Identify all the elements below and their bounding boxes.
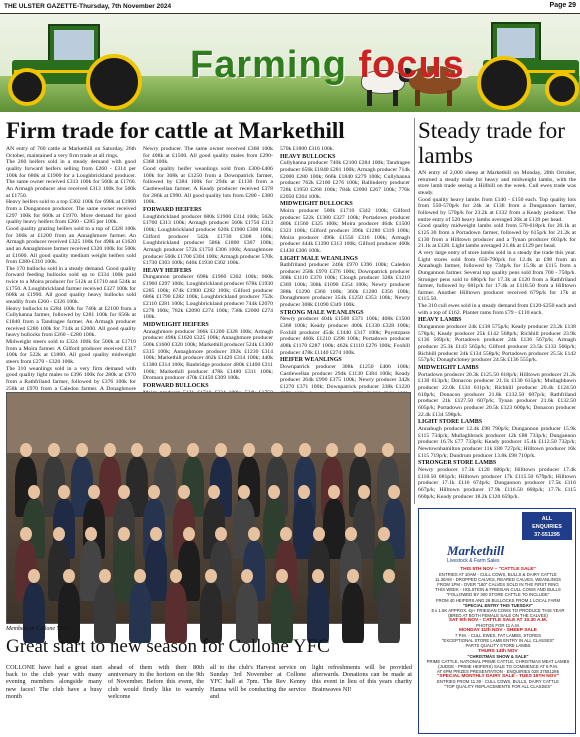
sub-heading: HEAVY LAMBS — [418, 317, 462, 324]
group-member-head — [88, 485, 100, 499]
advert-line: AT 6PM PRIZES PRESENTATION · ENQUIRIES 028 37551295 — [437, 668, 559, 674]
main-story-column-3 — [280, 146, 410, 390]
advert-line: "FOLLOWED BY 300 STORE CATTLE TO INCLUDE" — [446, 592, 550, 598]
advert-line: MONDAY 11th NOV - SHEEP SALE — [458, 628, 537, 634]
group-member-figure — [23, 583, 45, 643]
group-member-head — [378, 527, 390, 541]
group-member-head — [312, 569, 324, 583]
paragraph: Rathfriland producer 246k £970 £396 100k; Caledon producer 258k £970 £376 100k; Downpatrick producer 308k £1110 £370 100k; Clough producer 328k £1210 £369 100k; 308k £1090 £354 100k; Newry producer 388k £1290 £360 100k; 360k £1280 £356 100k; Donaghmore producer 354k £1250 £353 100k; Newry producer 308k £1090 £349 100k. — [280, 262, 410, 309]
advert-line: 11.30AM - DROPPED CALVES, REARED CALVES, WEANLINGS — [434, 577, 562, 583]
paragraph: Loughbrickland producer 680k £1900 £314 100k; 562k £1760 £313 100k; Armagh producer 560k £1750 £313 100k; Loughbrickland producer 620k £1900 £308 100k; Gilford producer 542k £1730 £308 100k; Loughbrickland producer 586k £1800 £307 100k; Armagh producer 572k £1750 £306 100k; Annaghmore producer 560k £1700 £304 100k; Armagh producer 570k £1730 £303 100k; 646k £1930 £302 100k. — [143, 213, 273, 267]
lambs-story-column — [418, 170, 576, 504]
paragraph: Moira producer 500k £1710 £342 100k; Gilford producer 522k £1380 £327 100k; Portadown producer 480k £1560 £325 100k; Moira producer 464k £1500 £323 100k; Gilford producer 396k £1280 £319 100k; Moira producer 496k £1550 £316 100k; Armagh producer 444k £1390 £313 100k; Gilford producer 460k £1430 £306 100k. — [280, 207, 410, 254]
group-member-head — [118, 527, 130, 541]
group-member-head — [183, 527, 195, 541]
sub-heading: HEIFER WEANLINGS — [280, 357, 342, 364]
paragraph: Good quality heifer weanlings sold from £300-£406 100k for 308k at £1250 from a Downpatrick farmer, followed by £384 100k for 294k at £1130 from a Castlewellan farmer. A Keady producer received £378 for 286k at £990. All good quality lots from £280 - £380 100k. — [143, 165, 273, 206]
advert-line: "SPECIAL ENTRY THIS TUESDAY" — [462, 602, 534, 608]
group-member-head — [28, 485, 40, 499]
advert-line: (BRED AT BOTH FEMALE SALE ON THE CALVES) — [448, 612, 548, 618]
paragraph: Annaghmore producer 366k £1200 £328 100k; Armagh producer 498k £1620 £325 100k; Annaghmore producer 500k £1600 £320 100k; Markethill producer 524k £1300 £315 100k; Annaghmore producer 392k £1230 £314 100k; Markethill producer 462k £1420 £314 100k; 440k £1380 £314 100k; Banbridge producer 480k £1400 £311 100k; Markethill producer 478k £1480 £311 100k; Dromara producer 470k £1450 £309 100k. — [143, 328, 273, 382]
group-member-head — [248, 527, 260, 541]
paragraph: The 170 bullocks sold in a steady demand. Good quality forward feeding bullocks sold up to £334 100k paid twice to a Moira producer for 512k at £1710 and 524k at £1750. A Loughbrickland farmer received £327 100k for 608k at £1990. All good quality heavy bullocks sold steadily from £260 - £326 100k. — [6, 265, 136, 306]
group-member-head — [345, 527, 357, 541]
markethill-logo: Markethill — [447, 543, 505, 558]
paragraph: Heavy bullocks to £284 100k for 746k at £2100 from a Cullyhanna farmer, followed by £281 100k for 656k at £1840 from a Tandragee farmer. An Armagh producer received £280 100k for 714k at £2000. All good quality heavy bullocks from £260 - £280 100k. — [6, 305, 136, 339]
advert-line: SAT 9th NOV - CATTLE SALE AT 10.30 A.M. — [448, 617, 548, 623]
group-member-figure — [129, 583, 151, 643]
group-member-head — [388, 485, 400, 499]
advert-line: THIS WEEK - HOLSTEIN & FRIESIAN CULL COWS AND BULLS — [435, 587, 561, 593]
sub-heading: MIDWEIGHT LAMBS — [418, 365, 479, 372]
main-story-column-2 — [143, 146, 273, 390]
group-member-head — [170, 569, 182, 583]
group-member-figure — [165, 583, 187, 643]
group-member-figure — [236, 583, 258, 643]
paragraph: The 310 cull ewes sold in a steady demand from £120-£250 each and with a top of £162. Planter rams from £79 - £110 each. — [418, 303, 576, 316]
group-member-head — [85, 527, 97, 541]
group-member-head — [48, 443, 60, 457]
group-member-head — [347, 569, 359, 583]
group-member-head — [238, 485, 250, 499]
paragraph: The 310 weanlings sold in a very firm demand with good quality light males to £396 100k for 280k at £970 from a Rathfriland farmer, followed by £376 100k for 258k at £970 from a Caledon farmer. A Donaghmore — [6, 365, 136, 392]
enquiries-badge — [522, 512, 572, 540]
tractor-right-illustration — [475, 20, 580, 110]
advert-line: ENTRIES AT 10AM - CULL COWS, BULLS & DAIRY CATTLE — [439, 572, 557, 578]
advert-line: "SPECIAL MONTHLY DAIRY SALE - TUES 19TH NOV" — [437, 673, 559, 679]
group-member-head — [354, 443, 366, 457]
advert-line: "EXCEPTIONAL STORE LAMB ENTRY IN ALL CLASSES" — [441, 638, 555, 644]
paragraph: Downpatrick producer 308k £1250 £406 100k; Castlewellan producer 294k £1130 £384 100k; Keady producer 264k £990 £375 100k; Newry producer 342k £1270 £371 100k; Downpatrick producer 338k £1220 — [280, 364, 410, 390]
page-number: Page 29 — [549, 2, 576, 9]
group-member-head — [148, 485, 160, 499]
paragraph: AN entry of 760 cattle at Markethill on Saturday, 26th October, maintained a very firm trade at all rings. — [6, 146, 136, 159]
advert-line: 7 P.M. - CULL EWES, FAT LAMBS, STORES — [455, 633, 541, 639]
group-member-head — [178, 485, 190, 499]
group-member-head — [280, 527, 292, 541]
paragraph: Newry producer 17.3k £120 686p/k; Hilltown producer 17.4k £118.50 681p/k; Hilltown producer 17k £115.50 679p/k; Hilltown producer 17.1k £116 674p/k; Dungannon producer 17.5k £116 667p/k; Hilltown producer 17.9k £116.50 668p/k; 17.7k £115 660p/k; Keady producer 18.2k £120 659p/k. — [418, 466, 576, 500]
group-member-head — [76, 443, 88, 457]
group-member-figure — [94, 583, 116, 643]
paragraph: Cullyhanna producer 740k £2100 £284 100k; Tandragee producer 656k £1840 £281 100k; Armagh producer 714k £2000 £280 100k; 666k £1840 £279 100k; Cullyhanna producer 762k £2100 £276 100k; Ballinderry producer 728k £1950 £268 100k; 784k £2090 £267 100k; 776k £2050 £264 100k. — [280, 160, 410, 200]
collone-yfc-group-photo — [6, 392, 411, 624]
paragraph: Midweight steers sold to £324 100k for 500k at £1710 from a Moira farmer. A Gilford producer received £317 100k for 522k at £1880. All good quality midweight steers from £270 - £320 100k. — [6, 339, 136, 365]
group-member-head — [298, 485, 310, 499]
group-member-head — [271, 443, 283, 457]
yfc-column-1: COLLONE have had a great start back to the club year with many evening members alongside many new faces! The club have a busy month — [6, 664, 102, 700]
badge-line: ENQUIRIES — [532, 524, 562, 530]
group-member-head — [313, 527, 325, 541]
column-divider — [414, 118, 415, 504]
main-headline: Firm trade for cattle at Markethill — [6, 118, 345, 143]
advert-line: FROM 1PM - OVER "180" CALVES SOLD IN THE FIRST RING — [437, 582, 559, 588]
paragraph: Good quality midweight lambs sold from 570-618p/k for 20.1k at £125.30 from a Portadown farmer, followed by 615p/k for 21.2k at £130 from a Hilltown producer and a Tynan producer 603p/k for 21.1k at £128. Light lambs averaged 21.8k at £129 per head. — [418, 223, 576, 250]
group-member-head — [328, 485, 340, 499]
photo-caption: Members of Collone YFC. — [6, 626, 69, 632]
advert-line: PHOTOS FOR 11 A.M. — [476, 623, 520, 629]
group-member-head — [268, 485, 280, 499]
group-member-head — [58, 485, 70, 499]
paragraph: Annahugh producer 12.4k £98 790p/k; Dungannon producer 15.9k £115 734p/k; Mullaghbrack producer 12k £88 733p/k; Dungannon producer 16.7k £77 733p/k; Keady producer 15.4k £112.50 732p/k; Newtownhamilton producer 11k £80 727p/k; Hilltown producer 16k £115 719p/k; Dundrum producer 13.8k £98 710p/k. — [418, 425, 576, 459]
group-member-head — [104, 443, 116, 457]
group-member-head — [383, 569, 395, 583]
paragraph: 570k £1800 £316 100k. — [280, 146, 335, 152]
group-member-figure — [271, 583, 293, 643]
advert-line: 8 x 1.5K APPROX. 6y+ FRIESIAN COWS TO PRODUCE THIS YEAR — [431, 607, 565, 613]
sub-heading: FORWARD HEIFERS — [143, 206, 202, 213]
paragraph: The 260 heifers sold in a steady demand with good quality forward heifers selling from £260 - £314 per 100k for 680k at £1900 for a Loughbrickland producer. The same owner received £313 100k for 560k at £1760. An Armagh producer also received £313 100k for 560k at £1750. — [6, 159, 136, 199]
badge-line: 37-551295 — [534, 532, 560, 538]
group-member-head — [20, 527, 32, 541]
sub-heading: HEAVY BULLOCKS — [280, 153, 336, 160]
section-title-farming: Farming — [190, 44, 347, 86]
markethill-logo-subtitle: Livestock & Farm Sales — [447, 558, 500, 564]
advert-line: (JUDGE - PRIME HEIFERS) SALE TO COMMENCE AT 6 P.M. — [438, 663, 558, 669]
group-member-figure — [200, 583, 222, 643]
group-member-head — [159, 443, 171, 457]
yfc-headline: Great start to new season for Collone YFC — [6, 636, 330, 657]
yfc-column-3: all to the club's Harvest service on Sunday 3rd November at Collone YFC hall at 7pm. The Rev Kenny Hanna will be conducting the service and — [210, 664, 306, 700]
group-member-figure — [342, 583, 364, 643]
group-member-figure — [378, 583, 400, 643]
markethill-advert — [418, 508, 576, 734]
group-member-head — [241, 569, 253, 583]
advert-line: THIS 5TH NOV – "CATTLE SALE" — [460, 567, 536, 572]
group-member-head — [358, 485, 370, 499]
paragraph: Dungannon producer 698k £1960 £302 100k; 660k £1960 £297 100k; Loughbrickland producer 678k £1930 £285 100k; 674k £1900 £282 100k; Gilford producer 686k £1790 £282 100k; Loughbrickland producer 752k £2110 £281 100k; Loughbrickland producer 744k £2070 £278 100k; 782k £2090 £274 100k; 738k £2000 £274 100k. — [143, 274, 273, 321]
group-member-head — [53, 527, 65, 541]
paragraph: A very large entry of store lambs sold in a steady the trade this year. Light stores sold from 650-790p/k for 12.4k at £98 from an Annahugh farmer, followed by 734p/k for 15.9k at £115 from a Dungannon farmer. Several top quality pens sold from 700 - 750p/k. Stronger pens sold to 686p/k for 17.3k at £120 from a Rathfriland farmer, followed by 681p/k for 17.4k at £118.50 from a Hilltown farmer. Another Hilltown producer received 679p/k for 17k at £115.50. — [418, 249, 576, 303]
section-title-focus: focus — [358, 44, 465, 86]
group-member-head — [326, 443, 338, 457]
sub-heading: FORWARD BULLOCKS — [143, 382, 209, 389]
advert-schedule — [423, 567, 573, 689]
group-member-figure — [307, 583, 329, 643]
advert-line: FROM 40 HEIFERS AND 26 BULLOCKS FROM 1 LOCAL FARM — [435, 597, 561, 603]
farming-focus-banner — [0, 14, 580, 112]
group-member-head — [118, 485, 130, 499]
paragraph: Newry producer 404k £1500 £371 100k; 408k £1500 £368 100k; Keady producer 400k £1330 £328 100k; Foxhill producer 454k £1440 £317 100k; Poyntzpass producer 460k £1210 £298 100k; Portadown producer 408k £1170 £287 100k; 462k £1110 £276 100k; Foxhill producer 478k £1140 £274 100k. — [280, 316, 410, 356]
group-member-head — [243, 443, 255, 457]
group-member-head — [187, 443, 199, 457]
group-member-head — [299, 443, 311, 457]
masthead-title: THE ULSTER GAZETTE-Thursday, 7th November 2024 — [4, 3, 172, 10]
paragraph: Heavy heifers sold to a top £302 100k for 698k at £1960 from a Dungannon producer. The same owner received £297 100k for 660k at £1970. More demand for good quality heavy heifers from £260 - £285 per 100k. — [6, 199, 136, 226]
advert-line: "CHRISTMAS SHOW & SALE" — [467, 653, 529, 659]
section-title — [190, 44, 465, 87]
sub-heading: MIDWEIGHT BULLOCKS — [280, 201, 353, 208]
sub-heading: LIGHT STORE LAMBS — [418, 419, 483, 426]
paragraph: Good quality heavy lambs from £140 - £150 each. Top quality lots from 550-570p/k for 24k at £138 from a Dungannon farmer, followed by 570p/k for 23.2k at £132 from a Keady producer. The entire entry of 520 heavy lambs averaged 26k at £139 per head. — [418, 196, 576, 223]
group-member-head — [215, 527, 227, 541]
sub-heading: STRONG MALE WEANLINGS — [280, 309, 364, 316]
group-member-head — [150, 527, 162, 541]
group-member-head — [131, 443, 143, 457]
advert-line: ENTRIES FROM 11.30 - CULL COWS, BULLS, DAIRY CATTLE — [436, 679, 559, 685]
group-member-head — [20, 443, 32, 457]
advert-line: "TOP QUALITY REPLACEMENTS FOR ALL CLASSES" — [444, 684, 552, 690]
yfc-column-4: light refreshments will be provided afterwards. Donations can be made at this event in lieu of this years charity Brainwaves NI! — [312, 664, 412, 693]
sub-heading: HEAVY HEIFERS — [143, 267, 192, 274]
group-member-head — [99, 569, 111, 583]
sub-heading: LIGHT MALE WEANLINGS — [280, 255, 358, 262]
sub-heading: STRONGER STORE LAMBS — [418, 460, 497, 467]
sub-heading: MIDWEIGHT HEIFERS — [143, 322, 209, 329]
masthead-bar — [0, 0, 580, 14]
group-member-head — [215, 443, 227, 457]
main-story-column-1 — [6, 146, 136, 390]
paragraph: Newry producer. The same owner received £368 100k for 408k at £1500. All good quality males from £290-£368 100k. — [143, 146, 273, 166]
advert-line: THURS 14th NOV — [478, 648, 518, 654]
group-member-head — [382, 443, 394, 457]
tractor-left-illustration — [8, 20, 148, 110]
yfc-column-2: ahead of them with their 80th anniversary in the horizon on the 9th of November. Before this event, the club would firstly like to warmly welcome — [108, 664, 204, 700]
group-member-figure — [58, 583, 80, 643]
photo-background-wall — [7, 393, 410, 453]
group-member-head — [63, 569, 75, 583]
advert-line: PRIME CATTLE, NATIONAL PRIME CATTLE, CHRISTMAS MEAT LAMBS — [426, 658, 570, 664]
advert-line: PARTS QUALITY STORE LAMBS — [465, 643, 531, 649]
paragraph: Portadown producer 20.3k £125.50 618p/k; Hilltown producer 21.2k £130 613p/k; Donacon producer 21.1k £130 615p/k; Mullaghbawn producer 22.0k £134 611p/k; Richhill producer 20.4k £124.50 610p/k; Donacon producer 21.8k £132.50 607p/k; Rathfriland producer 21k £127.50 607p/k; Tynan producer 21.6k £132.50 605p/k; Portadown producer 20.5k £123 600p/k; Donacon producer 22.4k £134 598p/k. — [418, 371, 576, 418]
group-member-head — [208, 485, 220, 499]
paragraph: AN entry of 2,000 sheep at Markethill on Monday, 28th October, returned a steady trade for heavy and midweight lambs, with the store lamb trade seeing a Hillhill on the week. Cull ewes trade was steady. — [418, 170, 576, 196]
paragraph: Good quality grazing heifers sold to a top of £328 100k for 366k at £1200 from an Annaghmore farmer. An Armagh producer received £325 100k for 498k at £1620 and an Annaghmore farmer received £320 100k for 500k at £1600. All good quality medium weight heifers sold from £280-£310 100k. — [6, 225, 136, 266]
group-member-head — [28, 569, 40, 583]
badge-line: ALL — [541, 516, 553, 522]
lambs-headline: Steady trade for lambs — [418, 118, 565, 168]
paragraph: Dungannon producer 24k £138 575p/k; Keady producer 23.2k £138 578p/k; Keady producer 25k £142 568p/k; Richhill producer 23.9k £136 569p/k; Portadown producer 24k £136 567p/k; Armagh producer 25.3k £143 565p/k; Gilford producer 23.5k £133 566p/k; Richhill producer 24k £134 558p/k; Portadown producer 25.5k £142 557p/k; Donaghcloney producer 24.5k £136 555p/k. — [418, 324, 576, 364]
